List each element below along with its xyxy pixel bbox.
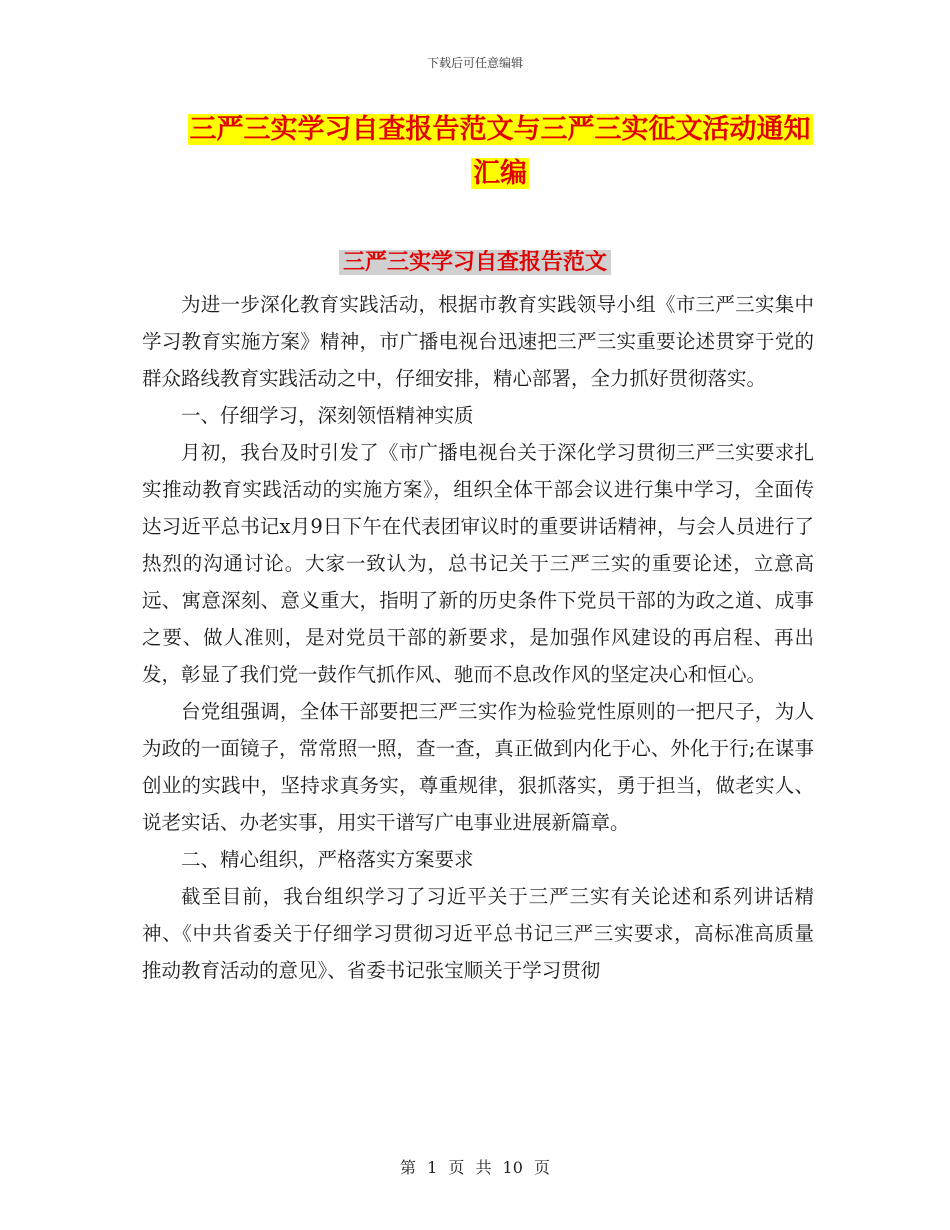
paragraph-heading: 一、仔细学习，深刻领悟精神实质 (181, 404, 474, 427)
paragraph: 为进一步深化教育实践活动，根据市教育实践领导小组《市三严三实集中学习教育实施方案》精神，市广播电视台迅速把三严三实重要论述贯穿于党的群众路线教育实践活动之中，仔细安排，精心部署，全力抓好贯彻落实。 (142, 293, 814, 390)
header-note: 下载后可任意编辑 (426, 56, 523, 70)
section-title (0, 246, 950, 280)
paragraph: 台党组强调，全体干部要把三严三实作为检验党性原则的一把尺子，为人为政的一面镜子，常常照一照，查一查，真正做到内化于心、外化于行;在谋事创业的实践中，坚持求真务实，尊重规律，狠抓落实，勇于担当，做老实人、说老实话、办老实事，用实干谱写广电事业进展新篇章。 (142, 700, 814, 834)
title-line-2: 汇编 (473, 158, 527, 189)
paragraph-heading: 二、精心组织，严格落实方案要求 (181, 848, 474, 871)
document-title (180, 108, 820, 196)
paragraph: 截至目前，我台组织学习了习近平关于三严三实有关论述和系列讲话精神、《中共省委关于仔细学习贯彻习近平总书记三严三实要求，高标准高质量推动教育活动的意见》、省委书记张宝顺关于学习贯彻 (142, 885, 814, 982)
title-line-1: 三严三实学习自查报告范文与三严三实征文活动通知 (189, 114, 811, 145)
page-footer: 第 1 页 共 10 页 (400, 1158, 550, 1177)
paragraph: 月初，我台及时引发了《市广播电视台关于深化学习贯彻三严三实要求扎实推动教育实践活动的实施方案》，组织全体干部会议进行集中学习，全面传达习近平总书记x月9日下午在代表团审议时的重要讲话精神，与会人员进行了热烈的沟通讨论。大家一致认为，总书记关于三严三实的重要论述，立意高远、寓意深刻、意义重大，指明了新的历史条件下党员干部的为政之道、成事之要、做人准则，是对党员干部的新要求，是加强作风建设的再启程、再出发，彰显了我们党一鼓作气抓作风、驰而不息改作风的坚定决心和恒心。 (142, 441, 814, 686)
section-title-text: 三严三实学习自查报告范文 (339, 250, 611, 275)
body-text (142, 286, 814, 989)
